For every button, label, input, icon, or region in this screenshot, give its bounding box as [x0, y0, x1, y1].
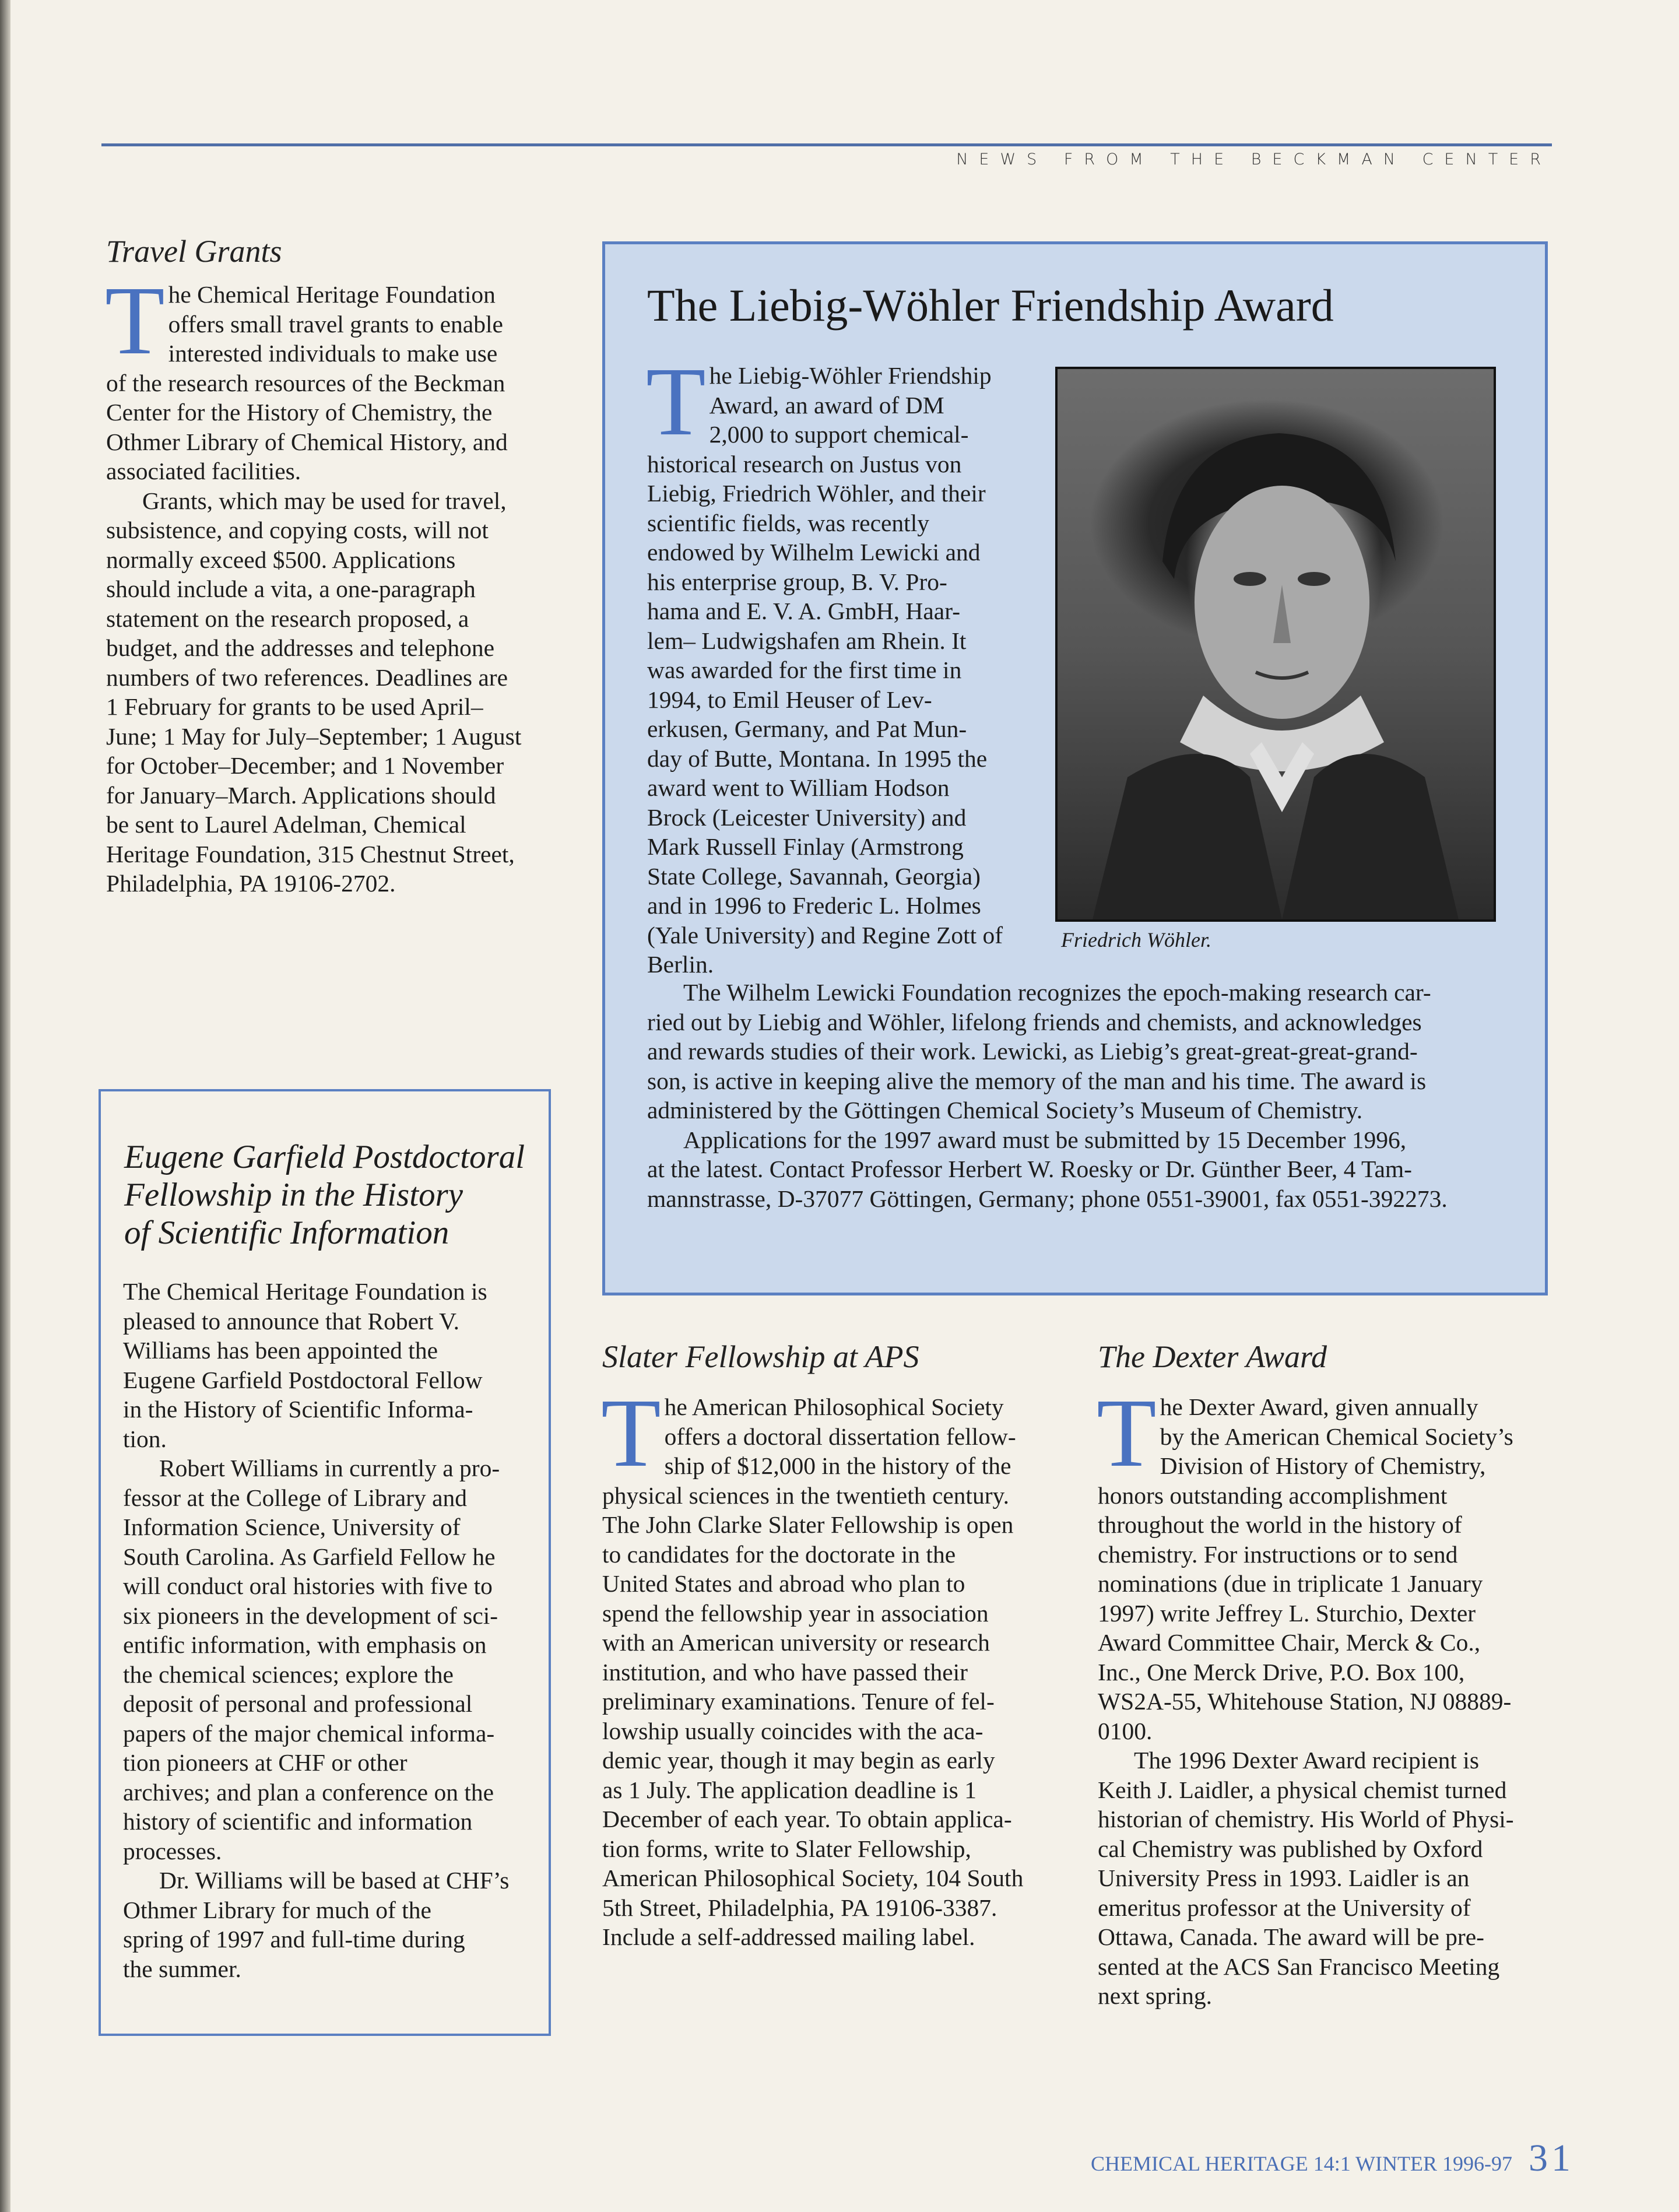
text-line: deposit of personal and professional — [123, 1690, 473, 1717]
dexter-award-article — [1098, 1339, 1558, 2011]
title-line: of Scientific Information — [124, 1214, 449, 1251]
paragraph — [601, 1379, 1057, 1952]
drop-cap: T — [1097, 1379, 1157, 1487]
text-line: processes. — [123, 1837, 222, 1865]
text-line: spend the fellowship year in association — [602, 1599, 989, 1627]
text-line: historical research on Justus von — [647, 450, 962, 477]
garfield-fellowship-box — [99, 1089, 551, 2036]
text-line: Othmer Library of Chemical History, and — [106, 428, 508, 455]
text-line: award went to William Hodson — [647, 774, 950, 801]
box-title — [124, 1138, 525, 1252]
text-line: be sent to Laurel Adelman, Chemical — [106, 811, 466, 838]
text-line: demic year, though it may begin as early — [602, 1747, 995, 1774]
text-line: The Wilhelm Lewicki Foundation recognizes the epoch-making research car- — [683, 979, 1431, 1006]
page-footer — [1091, 2136, 1574, 2181]
paragraph — [123, 1453, 531, 1866]
text-line: tion. — [123, 1425, 167, 1452]
text-line: The Chemical Heritage Foundation is — [123, 1278, 487, 1305]
text-line: budget, and the addresses and telephone — [106, 634, 495, 661]
article-heading: Slater Fellowship at APS — [602, 1339, 919, 1374]
paragraph — [1097, 1379, 1558, 1746]
text-line: June; 1 May for July–September; 1 August — [106, 722, 522, 750]
text-line: in the History of Scientific Informa- — [123, 1396, 473, 1423]
text-line: Othmer Library for much of the — [123, 1896, 431, 1923]
text-line: ship of $12,000 in the history of the — [664, 1452, 1011, 1479]
text-line: lem– Ludwigshafen am Rhein. It — [647, 627, 967, 654]
text-line: Mark Russell Finlay (Armstrong — [647, 833, 964, 860]
text-line: Ottawa, Canada. The award will be pre- — [1098, 1923, 1484, 1950]
text-line: Eugene Garfield Postdoctoral Fellow — [123, 1366, 483, 1393]
paragraph — [123, 1277, 531, 1453]
text-line: son, is active in keeping alive the memory of the man and his time. The award is — [647, 1067, 1427, 1094]
text-line: should include a vita, a one-paragraph — [106, 575, 476, 602]
text-line: Grants, which may be used for travel, — [142, 487, 507, 514]
text-line: of the research resources of the Beckman — [106, 369, 505, 396]
text-line: with an American university or research — [602, 1629, 990, 1656]
text-line: Award Committee Chair, Merck & Co., — [1098, 1629, 1481, 1656]
text-line: normally exceed $500. Applications — [106, 546, 456, 573]
text-line: The 1996 Dexter Award recipient is — [1134, 1747, 1479, 1774]
text-line: Information Science, University of — [123, 1514, 461, 1540]
slater-fellowship-article — [602, 1339, 1057, 1952]
text-line: Applications for the 1997 award must be submitted by 15 December 1996, — [683, 1126, 1407, 1153]
text-line: he Chemical Heritage Foundation — [168, 281, 496, 308]
text-line: United States and abroad who plan to — [602, 1570, 965, 1597]
text-line: Williams has been appointed the — [123, 1337, 438, 1364]
text-line: hama and E. V. A. GmbH, Haar- — [647, 598, 961, 624]
text-line: WS2A-55, Whitehouse Station, NJ 08889- — [1098, 1688, 1512, 1715]
text-line: was awarded for the first time in — [647, 656, 962, 683]
text-line: entific information, with emphasis on — [123, 1631, 487, 1658]
text-line: Award, an award of DM — [709, 391, 944, 419]
text-line: 1 February for grants to be used April– — [106, 693, 483, 720]
text-line: next spring. — [1098, 1982, 1212, 2009]
portrait-photo — [1055, 367, 1496, 922]
text-line: the chemical sciences; explore the — [123, 1660, 454, 1688]
text-line: the summer. — [123, 1955, 241, 1982]
text-line: State College, Savannah, Georgia) — [647, 862, 981, 890]
text-line: subsistence, and copying costs, will not — [106, 517, 489, 543]
text-line: Robert Williams in currently a pro- — [159, 1455, 500, 1481]
text-line: by the American Chemical Society’s — [1160, 1423, 1513, 1450]
text-line: emeritus professor at the University of — [1098, 1894, 1471, 1921]
text-line: 5th Street, Philadelphia, PA 19106-3387. — [602, 1894, 997, 1921]
text-line: associated facilities. — [106, 458, 301, 484]
travel-grants-article — [106, 233, 561, 898]
text-line: Berlin. — [647, 951, 714, 978]
text-line: The John Clarke Slater Fellowship is open — [602, 1511, 1014, 1538]
text-line: sented at the ACS San Francisco Meeting — [1098, 1953, 1500, 1980]
text-line: spring of 1997 and full-time during — [123, 1926, 465, 1953]
text-line: South Carolina. As Garfield Fellow he — [123, 1543, 496, 1570]
text-line: 2,000 to support chemical- — [709, 421, 969, 448]
text-line: Division of History of Chemistry, — [1160, 1452, 1486, 1479]
article-body — [1097, 1379, 1558, 2011]
text-line: Dr. Williams will be based at CHF’s — [159, 1867, 510, 1894]
text-line: Center for the History of Chemistry, the — [106, 399, 493, 426]
paragraph — [647, 1125, 1522, 1214]
article-body — [123, 1277, 531, 1983]
text-line: six pioneers in the development of sci- — [123, 1602, 498, 1629]
text-line: Keith J. Laidler, a physical chemist turned — [1098, 1776, 1507, 1803]
text-line: 1997) write Jeffrey L. Sturchio, Dexter — [1098, 1599, 1476, 1627]
article-title: The Liebig-Wöhler Friendship Award — [647, 280, 1334, 331]
text-line: Heritage Foundation, 315 Chestnut Street, — [106, 840, 515, 868]
text-line: nominations (due in triplicate 1 January — [1098, 1570, 1483, 1597]
text-line: mannstrasse, D-37077 Göttingen, Germany; phone 0551-39001, fax 0551-392273. — [647, 1185, 1448, 1212]
text-line: he Dexter Award, given annually — [1160, 1393, 1478, 1420]
drop-cap: T — [105, 266, 165, 375]
text-line: and in 1996 to Frederic L. Holmes — [647, 892, 981, 919]
title-line: Fellowship in the History — [124, 1177, 463, 1213]
text-line: December of each year. To obtain applica- — [602, 1806, 1012, 1832]
text-line: history of scientific and information — [123, 1808, 473, 1835]
text-line: for January–March. Applications should — [106, 781, 496, 809]
text-line: statement on the research proposed, a — [106, 605, 469, 632]
text-line: he American Philosophical Society — [664, 1393, 1004, 1420]
text-line: American Philosophical Society, 104 South — [602, 1865, 1024, 1891]
article-body — [646, 347, 1055, 979]
text-line: archives; and plan a conference on the — [123, 1778, 494, 1806]
text-line: at the latest. Contact Professor Herbert W. Roesky or Dr. Günther Beer, 4 Tam- — [647, 1156, 1412, 1182]
article-heading: The Dexter Award — [1098, 1339, 1327, 1374]
text-line: ried out by Liebig and Wöhler, lifelong friends and chemists, and acknowledges — [647, 1008, 1422, 1035]
text-line: cal Chemistry was published by Oxford — [1098, 1835, 1483, 1862]
text-line: as 1 July. The application deadline is 1 — [602, 1776, 977, 1803]
text-line: numbers of two references. Deadlines are — [106, 663, 508, 691]
text-line: historian of chemistry. His World of Physi- — [1098, 1806, 1514, 1832]
text-line: his enterprise group, B. V. Pro- — [647, 568, 947, 595]
title-line: Eugene Garfield Postdoctoral — [124, 1139, 525, 1175]
text-line: 0100. — [1098, 1717, 1153, 1744]
text-line: tion forms, write to Slater Fellowship, — [602, 1835, 971, 1862]
paragraph — [106, 486, 561, 898]
text-line: lowship usually coincides with the aca- — [602, 1717, 983, 1744]
text-line: fessor at the College of Library and — [123, 1484, 468, 1511]
text-line: institution, and who have passed their — [602, 1658, 968, 1686]
page-number: 31 — [1529, 2137, 1574, 2179]
text-line: and rewards studies of their work. Lewicki, as Liebig’s great-great-great-grand- — [647, 1038, 1418, 1065]
text-line: honors outstanding accomplishment — [1098, 1481, 1448, 1509]
article-body-continued — [647, 978, 1522, 1213]
text-line: throughout the world in the history of — [1098, 1511, 1462, 1538]
text-line: will conduct oral histories with five to — [123, 1572, 493, 1599]
text-line: tion pioneers at CHF or other — [123, 1749, 408, 1776]
text-line: chemistry. For instructions or to send — [1098, 1540, 1458, 1568]
text-line: erkusen, Germany, and Pat Mun- — [647, 715, 967, 742]
article-body — [105, 266, 561, 898]
liebig-wohler-award-box — [602, 241, 1548, 1295]
text-line: papers of the major chemical informa- — [123, 1719, 495, 1747]
publication-info: CHEMICAL HERITAGE 14:1 WINTER 1996-97 — [1090, 2152, 1512, 2175]
text-line: Include a self-addressed mailing label. — [602, 1923, 975, 1950]
paragraph — [123, 1866, 531, 1983]
text-line: scientific fields, was recently — [647, 509, 929, 536]
text-line: Philadelphia, PA 19106-2702. — [106, 870, 396, 897]
drop-cap: T — [601, 1379, 661, 1487]
text-line: Liebig, Friedrich Wöhler, and their — [647, 480, 986, 507]
running-head: NEWS FROM THE BECKMAN CENTER — [956, 150, 1552, 168]
text-line: pleased to announce that Robert V. — [123, 1307, 460, 1335]
paragraph — [647, 978, 1522, 1125]
text-line: day of Butte, Montana. In 1995 the — [647, 745, 988, 772]
text-line: physical sciences in the twentieth century. — [602, 1481, 1009, 1509]
article-heading: Travel Grants — [106, 234, 282, 269]
text-line: Inc., One Merck Drive, P.O. Box 100, — [1098, 1658, 1465, 1686]
paragraph — [1098, 1746, 1558, 2011]
text-line: offers a doctoral dissertation fellow- — [664, 1423, 1016, 1450]
text-line: for October–December; and 1 November — [106, 752, 504, 779]
text-line: offers small travel grants to enable — [168, 310, 503, 338]
text-line: interested individuals to make use — [168, 340, 498, 367]
header-rule — [101, 143, 1552, 146]
text-line: preliminary examinations. Tenure of fel- — [602, 1688, 995, 1715]
text-line: he Liebig-Wöhler Friendship — [709, 362, 992, 389]
photo-caption: Friedrich Wöhler. — [1061, 928, 1211, 951]
portrait-image — [1058, 369, 1494, 919]
drop-cap: T — [646, 347, 706, 456]
paragraph — [105, 266, 561, 486]
page-binding-edge — [0, 0, 10, 2212]
text-line: endowed by Wilhelm Lewicki and — [647, 539, 981, 566]
text-line: University Press in 1993. Laidler is an — [1098, 1865, 1470, 1891]
text-line: Brock (Leicester University) and — [647, 803, 967, 831]
paragraph — [646, 347, 1055, 979]
text-line: administered by the Göttingen Chemical Society’s Museum of Chemistry. — [647, 1097, 1363, 1123]
article-body — [601, 1379, 1057, 1952]
text-line: 1994, to Emil Heuser of Lev- — [647, 686, 932, 713]
text-line: to candidates for the doctorate in the — [602, 1540, 956, 1568]
text-line: (Yale University) and Regine Zott of — [647, 921, 1003, 949]
